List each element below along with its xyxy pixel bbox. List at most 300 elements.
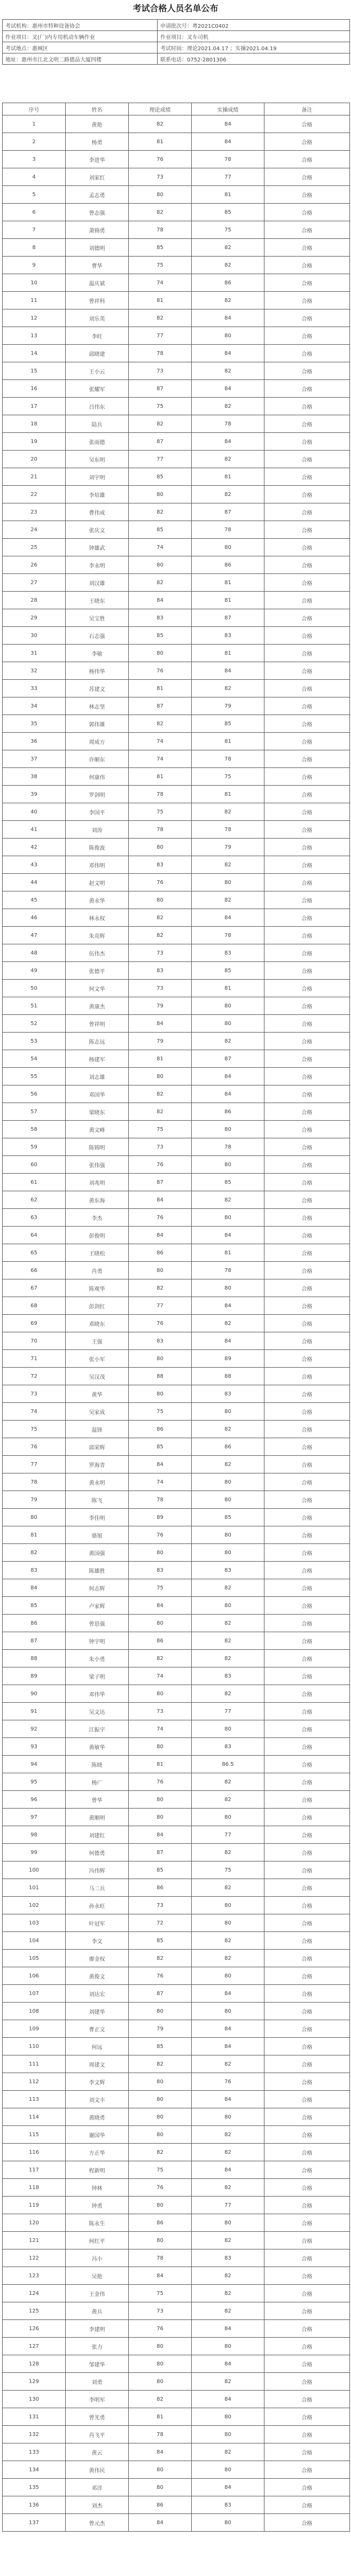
cell-theory: 76 — [129, 2320, 192, 2338]
cell-seq: 133 — [3, 2443, 66, 2461]
table-row — [3, 415, 350, 433]
cell-seq: 103 — [3, 1914, 66, 1932]
table-row — [3, 2373, 350, 2391]
header-theory: 理论成绩 — [129, 103, 192, 115]
cell-practical: 84 — [192, 1227, 264, 1244]
table-row — [3, 839, 350, 856]
cell-theory: 84 — [129, 592, 192, 609]
cell-practical: 82 — [192, 486, 264, 503]
cell-remark: 合格 — [264, 750, 350, 768]
exam-dates: 考试时间：理论2021.04.17 ；实操2021.04.19 — [158, 42, 350, 53]
cell-seq: 67 — [3, 1279, 66, 1297]
cell-name: 程新明 — [66, 2161, 129, 2179]
cell-seq: 46 — [3, 909, 66, 927]
table-row — [3, 2355, 350, 2373]
cell-seq: 78 — [3, 1473, 66, 1491]
cell-theory: 82 — [129, 2055, 192, 2073]
cell-practical: 84 — [192, 133, 264, 151]
cell-practical: 86 — [192, 1103, 264, 1121]
cell-practical: 82 — [192, 2443, 264, 2461]
cell-name: 刘杰 — [66, 2496, 129, 2514]
cell-name: 吴东明 — [66, 451, 129, 468]
table-row — [3, 2073, 350, 2091]
table-row — [3, 1297, 350, 1315]
cell-seq: 111 — [3, 2055, 66, 2073]
cell-name: 张耀军 — [66, 380, 129, 398]
cell-practical: 87 — [192, 503, 264, 521]
cell-practical: 82 — [192, 891, 264, 909]
cell-remark: 合格 — [264, 1967, 350, 1985]
cell-remark: 合格 — [264, 2461, 350, 2479]
cell-theory: 74 — [129, 733, 192, 750]
cell-practical: 80 — [192, 1121, 264, 1138]
cell-theory: 87 — [129, 380, 192, 398]
cell-practical: 82 — [192, 1615, 264, 1632]
cell-remark: 合格 — [264, 1473, 350, 1491]
cell-theory: 85 — [129, 627, 192, 645]
cell-remark: 合格 — [264, 680, 350, 697]
table-row — [3, 115, 350, 133]
cell-name: 钟宇明 — [66, 1632, 129, 1650]
cell-practical: 82 — [192, 1421, 264, 1438]
table-row — [3, 1421, 350, 1438]
cell-remark: 合格 — [264, 627, 350, 645]
cell-practical: 80 — [192, 1597, 264, 1615]
cell-seq: 45 — [3, 891, 66, 909]
table-row — [3, 1756, 350, 1773]
cell-remark: 合格 — [264, 2232, 350, 2249]
cell-theory: 84 — [129, 1227, 192, 1244]
cell-name: 黄文峰 — [66, 1121, 129, 1138]
cell-practical: 80 — [192, 1544, 264, 1562]
cell-theory: 86 — [129, 2214, 192, 2232]
results-body — [3, 115, 350, 2532]
cell-theory: 80 — [129, 556, 192, 574]
table-row — [3, 2197, 350, 2214]
cell-theory: 85 — [129, 1932, 192, 1950]
cell-name: 黄晓勇 — [66, 2108, 129, 2126]
cell-practical: 80 — [192, 1156, 264, 1174]
cell-remark: 合格 — [264, 115, 350, 133]
cell-name: 何文华 — [66, 980, 129, 997]
cell-theory: 80 — [129, 645, 192, 662]
cell-theory: 77 — [129, 1297, 192, 1315]
cell-theory: 82 — [129, 574, 192, 592]
table-row — [3, 1526, 350, 1544]
cell-remark: 合格 — [264, 2514, 350, 2532]
cell-theory: 80 — [129, 2108, 192, 2126]
cell-remark: 合格 — [264, 539, 350, 556]
cell-theory: 76 — [129, 1156, 192, 1174]
cell-practical: 77 — [192, 1826, 264, 1844]
table-row — [3, 1826, 350, 1844]
cell-name: 邓晓东 — [66, 1315, 129, 1332]
cell-seq: 50 — [3, 980, 66, 997]
header-name: 姓名 — [66, 103, 129, 115]
table-row — [3, 327, 350, 345]
cell-seq: 59 — [3, 1138, 66, 1156]
cell-seq: 35 — [3, 715, 66, 733]
cell-remark: 合格 — [264, 1103, 350, 1121]
cell-remark: 合格 — [264, 909, 350, 927]
cell-seq: 70 — [3, 1332, 66, 1350]
cell-seq: 61 — [3, 1174, 66, 1191]
cell-name: 邹建华 — [66, 2355, 129, 2373]
cell-theory: 80 — [129, 2126, 192, 2144]
table-row — [3, 1773, 350, 1791]
table-row — [3, 697, 350, 715]
cell-practical: 83 — [192, 627, 264, 645]
table-row — [3, 1809, 350, 1826]
cell-theory: 73 — [129, 1703, 192, 1720]
table-row — [3, 451, 350, 468]
cell-remark: 合格 — [264, 2443, 350, 2461]
table-row — [3, 168, 350, 186]
cell-practical: 84 — [192, 2038, 264, 2055]
cell-name: 温锋 — [66, 1421, 129, 1438]
cell-remark: 合格 — [264, 151, 350, 168]
table-row — [3, 1932, 350, 1950]
table-row — [3, 2108, 350, 2126]
cell-name: 刘达宏 — [66, 1985, 129, 2003]
cell-theory: 82 — [129, 503, 192, 521]
cell-practical: 80 — [192, 2426, 264, 2443]
cell-seq: 104 — [3, 1932, 66, 1950]
cell-theory: 74 — [129, 1473, 192, 1491]
cell-name: 李培雄 — [66, 486, 129, 503]
cell-theory: 79 — [129, 997, 192, 1015]
cell-practical: 83 — [192, 944, 264, 962]
cell-remark: 合格 — [264, 2373, 350, 2391]
cell-remark: 合格 — [264, 2249, 350, 2267]
cell-remark: 合格 — [264, 1244, 350, 1262]
cell-seq: 6 — [3, 204, 66, 221]
cell-seq: 130 — [3, 2391, 66, 2408]
table-row — [3, 645, 350, 662]
cell-seq: 80 — [3, 1509, 66, 1526]
cell-practical: 80 — [192, 1491, 264, 1509]
table-row — [3, 539, 350, 556]
cell-name: 曾光勇 — [66, 2408, 129, 2426]
cell-seq: 92 — [3, 1720, 66, 1738]
cell-remark: 合格 — [264, 1897, 350, 1914]
cell-seq: 115 — [3, 2126, 66, 2144]
cell-practical: 84 — [192, 2091, 264, 2108]
table-row — [3, 1262, 350, 1279]
cell-remark: 合格 — [264, 2302, 350, 2320]
cell-seq: 135 — [3, 2479, 66, 2496]
cell-remark: 合格 — [264, 1738, 350, 1756]
cell-seq: 108 — [3, 2003, 66, 2020]
table-row — [3, 2020, 350, 2038]
cell-practical: 87 — [192, 609, 264, 627]
cell-practical: 82 — [192, 1685, 264, 1703]
cell-seq: 60 — [3, 1156, 66, 1174]
cell-seq: 2 — [3, 133, 66, 151]
cell-remark: 合格 — [264, 786, 350, 803]
cell-theory: 79 — [129, 2020, 192, 2038]
cell-seq: 94 — [3, 1756, 66, 1773]
cell-remark: 合格 — [264, 2214, 350, 2232]
table-row — [3, 151, 350, 168]
table-row — [3, 592, 350, 609]
cell-theory: 73 — [129, 2302, 192, 2320]
cell-name: 刘兆明 — [66, 1174, 129, 1191]
cell-practical: 82 — [192, 2179, 264, 2197]
table-row — [3, 803, 350, 821]
cell-name: 钟勇 — [66, 2197, 129, 2214]
table-row — [3, 1579, 350, 1597]
cell-remark: 合格 — [264, 2073, 350, 2091]
cell-theory: 85 — [129, 1438, 192, 1456]
cell-theory: 77 — [129, 327, 192, 345]
cell-name: 吴艳 — [66, 2267, 129, 2285]
table-row — [3, 2144, 350, 2161]
table-row — [3, 2249, 350, 2267]
cell-name: 吴文达 — [66, 1703, 129, 1720]
cell-remark: 合格 — [264, 1509, 350, 1526]
cell-seq: 18 — [3, 415, 66, 433]
table-row — [3, 944, 350, 962]
cell-practical: 82 — [192, 362, 264, 380]
cell-remark: 合格 — [264, 2020, 350, 2038]
table-row — [3, 574, 350, 592]
cell-name: 刘建华 — [66, 2003, 129, 2020]
cell-remark: 合格 — [264, 662, 350, 680]
table-row — [3, 1632, 350, 1650]
cell-practical: 84 — [192, 909, 264, 927]
cell-remark: 合格 — [264, 874, 350, 891]
cell-practical: 82 — [192, 2144, 264, 2161]
cell-theory: 77 — [129, 451, 192, 468]
cell-theory: 80 — [129, 2355, 192, 2373]
cell-seq: 88 — [3, 1650, 66, 1667]
table-row — [3, 2232, 350, 2249]
cell-theory: 80 — [129, 1615, 192, 1632]
cell-theory: 76 — [129, 1315, 192, 1332]
cell-theory: 80 — [129, 186, 192, 204]
cell-name: 李文辉 — [66, 2073, 129, 2091]
cell-seq: 30 — [3, 627, 66, 645]
cell-theory: 76 — [129, 662, 192, 680]
cell-remark: 合格 — [264, 1068, 350, 1085]
cell-seq: 119 — [3, 2197, 66, 2214]
table-row — [3, 1227, 350, 1244]
cell-name: 李永明 — [66, 556, 129, 574]
cell-remark: 合格 — [264, 1262, 350, 1279]
cell-remark: 合格 — [264, 292, 350, 309]
cell-practical: 80 — [192, 1209, 264, 1227]
cell-remark: 合格 — [264, 1279, 350, 1297]
cell-seq: 10 — [3, 274, 66, 292]
table-row — [3, 345, 350, 362]
cell-seq: 89 — [3, 1667, 66, 1685]
cell-theory: 86 — [129, 1879, 192, 1897]
cell-theory: 80 — [129, 2197, 192, 2214]
table-row — [3, 204, 350, 221]
table-row — [3, 1879, 350, 1897]
cell-practical: 75 — [192, 221, 264, 239]
cell-practical: 83 — [192, 2496, 264, 2514]
table-row — [3, 786, 350, 803]
cell-practical: 84 — [192, 1297, 264, 1315]
cell-name: 江振宇 — [66, 1720, 129, 1738]
table-row — [3, 2285, 350, 2302]
cell-theory: 80 — [129, 839, 192, 856]
table-row — [3, 1861, 350, 1879]
cell-practical: 85 — [192, 1174, 264, 1191]
cell-remark: 合格 — [264, 2496, 350, 2514]
cell-theory: 78 — [129, 2426, 192, 2443]
cell-theory: 73 — [129, 362, 192, 380]
cell-seq: 51 — [3, 997, 66, 1015]
table-row — [3, 2408, 350, 2426]
cell-seq: 31 — [3, 645, 66, 662]
cell-name: 朱亮辉 — [66, 927, 129, 944]
cell-theory: 80 — [129, 2232, 192, 2249]
cell-practical: 83 — [192, 1667, 264, 1685]
cell-theory: 80 — [129, 1544, 192, 1562]
cell-seq: 106 — [3, 1967, 66, 1985]
cell-name: 钟雄武 — [66, 539, 129, 556]
cell-name: 肖飞平 — [66, 2426, 129, 2443]
cell-theory: 78 — [129, 345, 192, 362]
cell-remark: 合格 — [264, 1191, 350, 1209]
cell-remark: 合格 — [264, 1562, 350, 1579]
table-row — [3, 521, 350, 539]
cell-remark: 合格 — [264, 980, 350, 997]
table-row — [3, 997, 350, 1015]
cell-practical: 80 — [192, 1897, 264, 1914]
cell-theory: 80 — [129, 1068, 192, 1085]
cell-seq: 27 — [3, 574, 66, 592]
cell-theory: 81 — [129, 133, 192, 151]
table-row — [3, 1791, 350, 1809]
cell-theory: 74 — [129, 750, 192, 768]
cell-name: 曹正文 — [66, 2020, 129, 2038]
table-row — [3, 821, 350, 839]
cell-remark: 合格 — [264, 2197, 350, 2214]
cell-seq: 14 — [3, 345, 66, 362]
cell-theory: 74 — [129, 274, 192, 292]
table-row — [3, 1562, 350, 1579]
table-row — [3, 1332, 350, 1350]
cell-practical: 82 — [192, 1191, 264, 1209]
table-row — [3, 874, 350, 891]
cell-practical: 80 — [192, 2408, 264, 2426]
cell-theory: 74 — [129, 1720, 192, 1738]
table-row — [3, 1456, 350, 1473]
cell-remark: 合格 — [264, 2144, 350, 2161]
cell-practical: 81 — [192, 980, 264, 997]
cell-name: 邱晓建 — [66, 345, 129, 362]
table-row — [3, 1244, 350, 1262]
cell-remark: 合格 — [264, 1403, 350, 1421]
cell-seq: 40 — [3, 803, 66, 821]
cell-theory: 86 — [129, 1421, 192, 1438]
cell-seq: 4 — [3, 168, 66, 186]
table-row — [3, 1844, 350, 1861]
table-row — [3, 909, 350, 927]
cell-seq: 21 — [3, 468, 66, 486]
cell-seq: 114 — [3, 2108, 66, 2126]
cell-name: 李佳明 — [66, 1509, 129, 1526]
cell-seq: 56 — [3, 1085, 66, 1103]
cell-seq: 62 — [3, 1191, 66, 1209]
cell-theory: 82 — [129, 2391, 192, 2408]
cell-theory: 87 — [129, 1174, 192, 1191]
cell-practical: 80 — [192, 327, 264, 345]
cell-remark: 合格 — [264, 2055, 350, 2073]
cell-name: 冯伟辉 — [66, 1861, 129, 1879]
cell-name: 陈志远 — [66, 1033, 129, 1050]
cell-name: 李进华 — [66, 151, 129, 168]
cell-remark: 合格 — [264, 1085, 350, 1103]
table-row — [3, 2426, 350, 2443]
cell-name: 王小云 — [66, 362, 129, 380]
cell-practical: 84 — [192, 433, 264, 451]
exam-info-table — [2, 19, 350, 65]
cell-seq: 123 — [3, 2267, 66, 2285]
cell-practical: 84 — [192, 1068, 264, 1085]
header-seq: 序号 — [3, 103, 66, 115]
cell-remark: 合格 — [264, 327, 350, 345]
cell-name: 林永权 — [66, 909, 129, 927]
cell-seq: 71 — [3, 1350, 66, 1368]
cell-practical: 82 — [192, 1791, 264, 1809]
cell-name: 温庆斌 — [66, 274, 129, 292]
cell-name: 苏建文 — [66, 680, 129, 697]
cell-remark: 合格 — [264, 1773, 350, 1791]
cell-name: 陈永生 — [66, 2214, 129, 2232]
cell-remark: 合格 — [264, 1844, 350, 1861]
cell-practical: 75 — [192, 768, 264, 786]
table-row — [3, 1597, 350, 1615]
cell-practical: 79 — [192, 697, 264, 715]
cell-remark: 合格 — [264, 962, 350, 980]
cell-practical: 85 — [192, 962, 264, 980]
cell-seq: 110 — [3, 2038, 66, 2055]
cell-seq: 9 — [3, 257, 66, 274]
table-row — [3, 503, 350, 521]
cell-theory: 73 — [129, 944, 192, 962]
cell-name: 萧锦勇 — [66, 221, 129, 239]
cell-theory: 80 — [129, 891, 192, 909]
cell-seq: 79 — [3, 1491, 66, 1509]
table-row — [3, 556, 350, 574]
cell-theory: 80 — [129, 2003, 192, 2020]
cell-name: 何康伟 — [66, 768, 129, 786]
cell-seq: 101 — [3, 1879, 66, 1897]
cell-name: 罗剑明 — [66, 786, 129, 803]
cell-theory: 82 — [129, 309, 192, 327]
table-row — [3, 2443, 350, 2461]
cell-seq: 131 — [3, 2408, 66, 2426]
cell-name: 刘勇 — [66, 2373, 129, 2391]
cell-remark: 合格 — [264, 1861, 350, 1879]
cell-seq: 39 — [3, 786, 66, 803]
cell-theory: 86 — [129, 2496, 192, 2514]
cell-theory: 81 — [129, 292, 192, 309]
cell-seq: 122 — [3, 2249, 66, 2267]
table-row — [3, 733, 350, 750]
cell-remark: 合格 — [264, 1033, 350, 1050]
cell-remark: 合格 — [264, 2338, 350, 2355]
cell-name: 曹华 — [66, 257, 129, 274]
cell-remark: 合格 — [264, 1985, 350, 2003]
cell-theory: 82 — [129, 415, 192, 433]
table-row — [3, 1950, 350, 1967]
